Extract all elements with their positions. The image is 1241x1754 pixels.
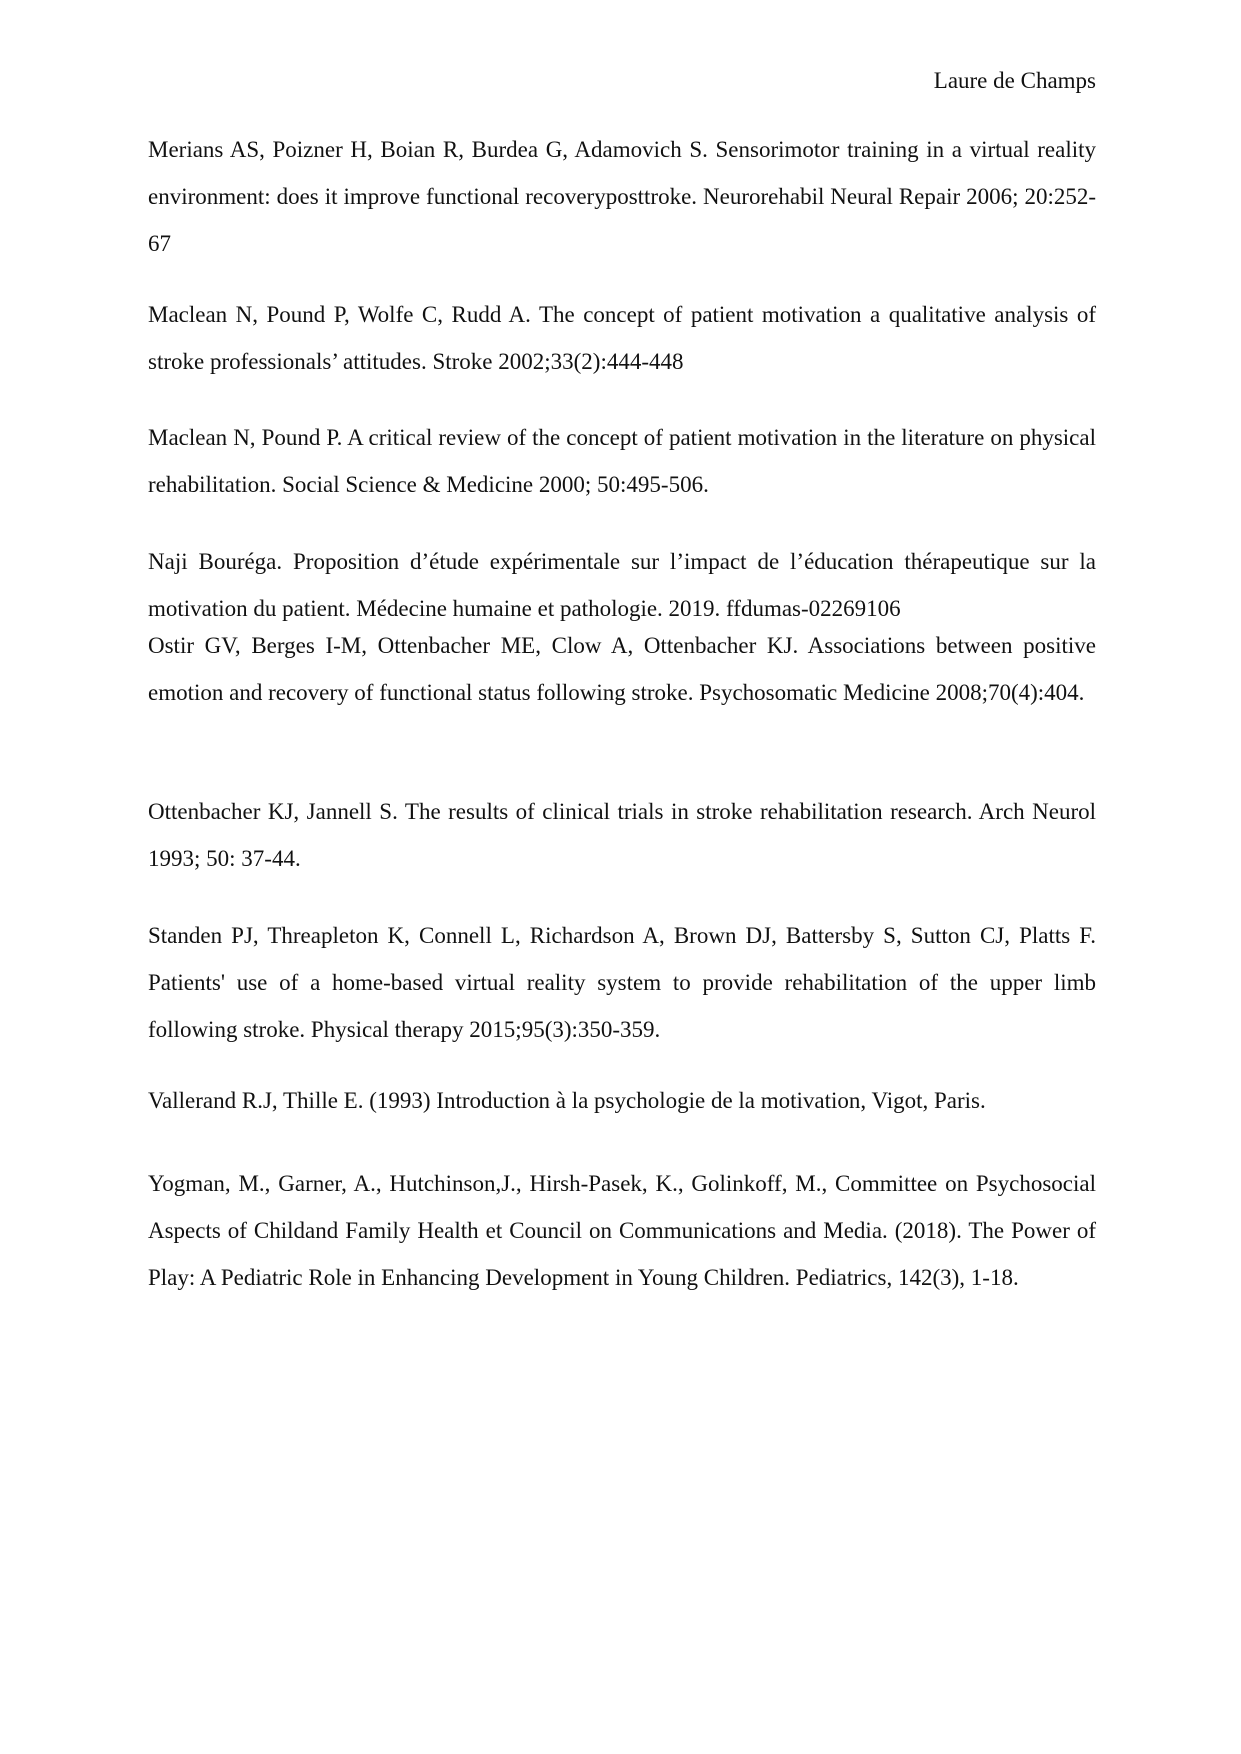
reference-item: Merians AS, Poizner H, Boian R, Burdea G, Adamovich S. Sensorimotor training in a virtual reality environment: does it improve functional recoveryposttroke. Neurorehabil Neural Repair 2006; 20:252-67 — [148, 137, 1096, 256]
reference-item: Naji Bouréga. Proposition d’étude expérimentale sur l’impact de l’éducation thérapeutique sur la motivation du patient. Médecine humaine et pathologie. 2019. ffdumas-02269106 — [148, 549, 1096, 621]
reference-item: Standen PJ, Threapleton K, Connell L, Richardson A, Brown DJ, Battersby S, Sutton CJ, Platts F. Patients' use of a home-based virtual reality system to provide rehabilitation of the upper limb following stroke. Physical therapy 2015;95(3):350-359. — [148, 923, 1096, 1042]
reference-item: Maclean N, Pound P, Wolfe C, Rudd A. The concept of patient motivation a qualitative analysis of stroke professionals’ attitudes. Stroke 2002;33(2):444-448 — [148, 302, 1096, 374]
reference-item: Ostir GV, Berges I-M, Ottenbacher ME, Clow A, Ottenbacher KJ. Associations between positive emotion and recovery of functional status following stroke. Psychosomatic Medicine 2008;70(4):404. — [148, 633, 1096, 705]
reference-item: Maclean N, Pound P. A critical review of the concept of patient motivation in the literature on physical rehabilitation. Social Science & Medicine 2000; 50:495-506. — [148, 425, 1096, 497]
reference-item: Vallerand R.J, Thille E. (1993) Introduction à la psychologie de la motivation, Vigot, Paris. — [148, 1088, 986, 1113]
reference-item: Ottenbacher KJ, Jannell S. The results of clinical trials in stroke rehabilitation research. Arch Neurol 1993; 50: 37-44. — [148, 799, 1096, 871]
page-header-author: Laure de Champs — [933, 68, 1096, 93]
reference-item: Yogman, M., Garner, A., Hutchinson,J., Hirsh-Pasek, K., Golinkoff, M., Committee on Psychosocial Aspects of Childand Family Health et Council on Communications and Media. (2018). The Power of Play: A Pediatric Role in Enhancing Development in Young Children. Pediatrics, 142(3), 1-18. — [148, 1171, 1096, 1290]
